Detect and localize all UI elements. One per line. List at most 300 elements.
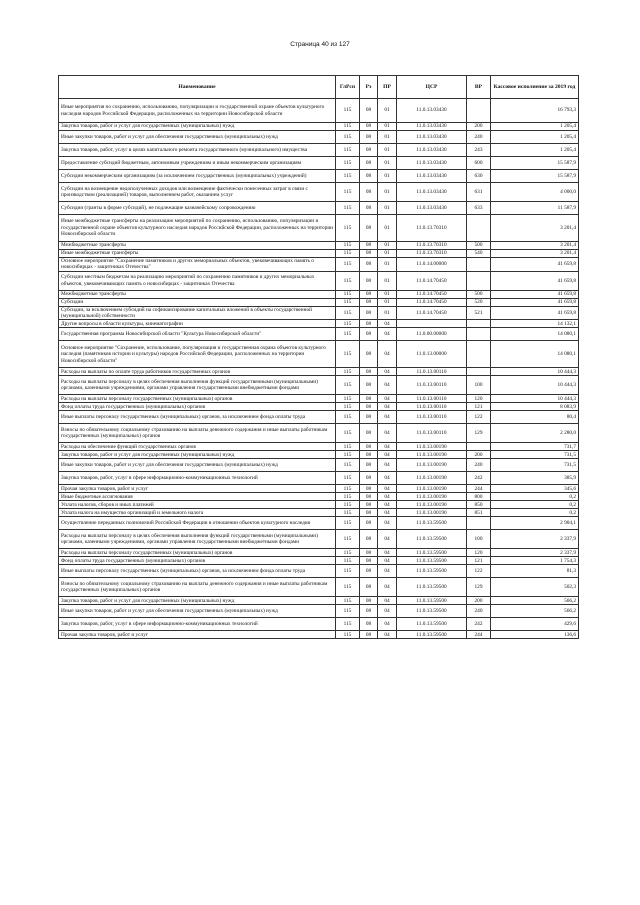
cell-grp: 115 — [336, 170, 360, 183]
table-row — [59, 472, 579, 485]
cell-csr: 11.0.13.59500 — [397, 605, 467, 618]
cell-name: Субсидии местным бюджетам на реализацию мероприятий по сохранению памятников и других мемориальных объектов, увековечивающих память о новосибирцах - защитниках Отечества — [59, 271, 336, 290]
cell-csr: 11.0.13.00190 — [397, 472, 467, 485]
cell-name: Межбюджетные трансферты — [59, 242, 336, 250]
cell-rz: 08 — [360, 306, 378, 320]
cell-vr — [467, 320, 491, 328]
table-row — [59, 403, 579, 411]
cell-pr: 04 — [378, 618, 397, 631]
table-row — [59, 565, 579, 578]
cell-grp: 115 — [336, 578, 360, 597]
cell-grp: 115 — [336, 459, 360, 472]
cell-sum: 41 659,8 — [491, 298, 579, 306]
cell-rz: 08 — [360, 298, 378, 306]
cell-csr: 11.0.14.70450 — [397, 290, 467, 298]
cell-pr: 04 — [378, 605, 397, 618]
cell-sum: 502,3 — [491, 578, 579, 597]
table-row — [59, 341, 579, 368]
table-row — [59, 597, 579, 605]
cell-sum: 385,9 — [491, 472, 579, 485]
cell-grp: 115 — [336, 290, 360, 298]
cell-vr: 800 — [467, 493, 491, 501]
cell-vr: 120 — [467, 395, 491, 403]
cell-pr: 04 — [378, 443, 397, 451]
cell-pr: 04 — [378, 557, 397, 565]
cell-sum: 2 337,9 — [491, 549, 579, 557]
cell-rz: 08 — [360, 368, 378, 376]
cell-csr: 11.0.13.59500 — [397, 618, 467, 631]
cell-pr: 01 — [378, 298, 397, 306]
cell-grp: 115 — [336, 202, 360, 215]
cell-sum: 566,2 — [491, 597, 579, 605]
table-row — [59, 459, 579, 472]
cell-csr: 11.0.13.70310 — [397, 215, 467, 242]
cell-grp: 115 — [336, 271, 360, 290]
cell-sum: 1 754,3 — [491, 557, 579, 565]
cell-csr: 11.0.13.03430 — [397, 99, 467, 123]
cell-rz: 08 — [360, 485, 378, 493]
cell-vr: 243 — [467, 144, 491, 157]
cell-vr: 540 — [467, 250, 491, 258]
cell-csr: 11.0.13.59500 — [397, 565, 467, 578]
table-row — [59, 501, 579, 509]
cell-csr: 11.0.13.59500 — [397, 530, 467, 549]
table-row — [59, 170, 579, 183]
cell-vr — [467, 517, 491, 530]
cell-name: Субсидии (гранты в форме субсидий), не подлежащие казначейскому сопровождению — [59, 202, 336, 215]
cell-name: Иные бюджетные ассигнования — [59, 493, 336, 501]
cell-csr: 11.0.13.00110 — [397, 424, 467, 443]
cell-name: Субсидии, за исключением субсидий на софинансирование капитальных вложений в объекты государственной (муниципальной) собственности — [59, 306, 336, 320]
cell-vr — [467, 258, 491, 272]
cell-rz: 08 — [360, 411, 378, 424]
cell-csr: 11.0.13.03430 — [397, 183, 467, 202]
cell-csr: 11.0.13.00110 — [397, 368, 467, 376]
table-row — [59, 443, 579, 451]
cell-rz: 08 — [360, 493, 378, 501]
cell-name: Иные закупки товаров, работ и услуг для обеспечения государственных (муниципальных) нужд — [59, 459, 336, 472]
cell-pr: 04 — [378, 403, 397, 411]
cell-grp: 115 — [336, 131, 360, 144]
cell-name: Закупка товаров, работ, услуг в сфере информационно-коммуникационных технологий — [59, 472, 336, 485]
cell-vr: 633 — [467, 202, 491, 215]
cell-sum: 731,7 — [491, 443, 579, 451]
cell-grp: 115 — [336, 258, 360, 272]
cell-vr: 520 — [467, 298, 491, 306]
cell-sum: 41 659,8 — [491, 290, 579, 298]
cell-vr — [467, 368, 491, 376]
cell-csr: 11.0.13.03430 — [397, 144, 467, 157]
table-row — [59, 144, 579, 157]
cell-rz: 08 — [360, 395, 378, 403]
cell-grp: 115 — [336, 501, 360, 509]
cell-grp: 115 — [336, 395, 360, 403]
cell-pr: 01 — [378, 242, 397, 250]
cell-name: Другие вопросы в области культуры, кинематографии — [59, 320, 336, 328]
cell-grp: 115 — [336, 605, 360, 618]
cell-grp: 115 — [336, 509, 360, 517]
cell-grp: 115 — [336, 557, 360, 565]
cell-sum: 10 444,3 — [491, 395, 579, 403]
cell-rz: 08 — [360, 565, 378, 578]
cell-pr: 04 — [378, 565, 397, 578]
cell-vr: 200 — [467, 123, 491, 131]
cell-name: Иные выплаты персоналу государственных (муниципальных) органов, за исключением фонда оплаты труда — [59, 411, 336, 424]
cell-pr: 01 — [378, 131, 397, 144]
cell-rz: 08 — [360, 578, 378, 597]
cell-vr: 600 — [467, 157, 491, 170]
cell-rz: 08 — [360, 258, 378, 272]
cell-sum: 80,4 — [491, 411, 579, 424]
cell-sum: 11 587,9 — [491, 202, 579, 215]
cell-sum: 0,2 — [491, 501, 579, 509]
cell-name: Предоставление субсидий бюджетным, автономным учреждениям и иным некоммерческим организациям — [59, 157, 336, 170]
cell-name: Государственная программа Новосибирской области "Культура Новосибирской области" — [59, 328, 336, 341]
cell-sum: 0,2 — [491, 509, 579, 517]
table-row — [59, 99, 579, 123]
cell-sum: 3 201,4 — [491, 242, 579, 250]
cell-vr: 500 — [467, 290, 491, 298]
cell-csr: 11.0.13.03430 — [397, 202, 467, 215]
cell-pr: 01 — [378, 258, 397, 272]
cell-csr: 11.0.13.00190 — [397, 501, 467, 509]
cell-pr: 04 — [378, 424, 397, 443]
cell-csr — [397, 320, 467, 328]
cell-rz: 08 — [360, 605, 378, 618]
cell-sum: 14 132,1 — [491, 320, 579, 328]
cell-rz: 08 — [360, 271, 378, 290]
cell-sum: 10 444,3 — [491, 368, 579, 376]
cell-csr: 11.0.13.00110 — [397, 403, 467, 411]
table-row — [59, 298, 579, 306]
header-name: Наименование — [59, 76, 336, 99]
cell-name: Закупка товаров, работ и услуг для государственных (муниципальных) нужд — [59, 123, 336, 131]
cell-sum: 731,5 — [491, 459, 579, 472]
table-row — [59, 250, 579, 258]
cell-sum: 731,5 — [491, 451, 579, 459]
cell-sum: 15 587,9 — [491, 157, 579, 170]
header-grp: ГлРсп — [336, 76, 360, 99]
table-row — [59, 631, 579, 639]
table-row — [59, 493, 579, 501]
cell-rz: 08 — [360, 424, 378, 443]
cell-vr: 240 — [467, 459, 491, 472]
cell-name: Основное мероприятие "Сохранение памятников и других мемориальных объектов, увековечивающих память о новосибирцах - защитниках Отечества" — [59, 258, 336, 272]
table-row — [59, 605, 579, 618]
cell-pr: 04 — [378, 578, 397, 597]
cell-grp: 115 — [336, 298, 360, 306]
cell-vr — [467, 328, 491, 341]
cell-csr: 11.0.13.59500 — [397, 517, 467, 530]
cell-name: Иные закупки товаров, работ и услуг для обеспечения государственных (муниципальных) нужд — [59, 131, 336, 144]
table-row — [59, 618, 579, 631]
cell-vr — [467, 271, 491, 290]
cell-vr: 100 — [467, 530, 491, 549]
cell-rz: 08 — [360, 170, 378, 183]
cell-csr: 11.0.13.00110 — [397, 376, 467, 395]
cell-vr: 851 — [467, 509, 491, 517]
cell-rz: 08 — [360, 341, 378, 368]
cell-rz: 08 — [360, 451, 378, 459]
cell-rz: 08 — [360, 443, 378, 451]
cell-rz: 08 — [360, 403, 378, 411]
cell-grp: 115 — [336, 549, 360, 557]
cell-vr — [467, 99, 491, 123]
table-row — [59, 530, 579, 549]
cell-csr: 11.0.14.70450 — [397, 298, 467, 306]
cell-grp: 115 — [336, 493, 360, 501]
cell-grp: 115 — [336, 242, 360, 250]
table-row — [59, 578, 579, 597]
cell-vr: 121 — [467, 557, 491, 565]
header-row — [59, 76, 579, 99]
cell-rz: 08 — [360, 144, 378, 157]
cell-pr: 01 — [378, 215, 397, 242]
cell-vr: 122 — [467, 565, 491, 578]
cell-name: Иные межбюджетные трансферты — [59, 250, 336, 258]
cell-vr: 200 — [467, 451, 491, 459]
cell-pr: 01 — [378, 123, 397, 131]
cell-pr: 01 — [378, 144, 397, 157]
cell-sum: 41 659,8 — [491, 271, 579, 290]
cell-vr: 630 — [467, 170, 491, 183]
cell-pr: 04 — [378, 368, 397, 376]
budget-table — [58, 75, 579, 639]
cell-sum: 2 337,9 — [491, 530, 579, 549]
cell-vr: 521 — [467, 306, 491, 320]
header-rz: Рз — [360, 76, 378, 99]
cell-csr: 11.0.13.59500 — [397, 557, 467, 565]
cell-rz: 08 — [360, 328, 378, 341]
cell-csr: 11.0.13.00190 — [397, 509, 467, 517]
table-row — [59, 320, 579, 328]
cell-rz: 08 — [360, 517, 378, 530]
cell-rz: 08 — [360, 215, 378, 242]
cell-pr: 04 — [378, 597, 397, 605]
cell-name: Фонд оплаты труда государственных (муниципальных) органов — [59, 557, 336, 565]
cell-name: Закупка товаров, работ, услуг в сфере информационно-коммуникационных технологий — [59, 618, 336, 631]
cell-grp: 115 — [336, 328, 360, 341]
cell-vr: 129 — [467, 578, 491, 597]
cell-vr: 200 — [467, 597, 491, 605]
cell-pr: 01 — [378, 170, 397, 183]
cell-name: Взносы по обязательному социальному страхованию на выплаты денежного содержания и иные выплаты работникам государственных (муниципальных) органов — [59, 578, 336, 597]
header-sum: Кассовое исполнение за 2019 год — [491, 76, 579, 99]
cell-pr: 01 — [378, 306, 397, 320]
cell-sum: 15 587,9 — [491, 170, 579, 183]
cell-name: Иные закупки товаров, работ и услуг для обеспечения государственных (муниципальных) нужд — [59, 605, 336, 618]
cell-sum: 1 205,4 — [491, 131, 579, 144]
cell-pr: 01 — [378, 157, 397, 170]
cell-name: Расходы на выплаты персоналу государственных (муниципальных) органов — [59, 395, 336, 403]
cell-csr: 11.0.13.00190 — [397, 459, 467, 472]
cell-rz: 08 — [360, 597, 378, 605]
cell-sum: 3 201,4 — [491, 250, 579, 258]
cell-grp: 115 — [336, 411, 360, 424]
header-vr: ВР — [467, 76, 491, 99]
cell-vr — [467, 443, 491, 451]
cell-pr: 04 — [378, 530, 397, 549]
table-row — [59, 509, 579, 517]
cell-rz: 08 — [360, 320, 378, 328]
table-row — [59, 395, 579, 403]
cell-csr: 11.0.13.03430 — [397, 170, 467, 183]
cell-vr: 121 — [467, 403, 491, 411]
cell-name: Иные мероприятия по сохранению, использованию, популяризации и государственной охране объектов культурного наследия народов Российской Федерации, расположенных на территории Новосибирской области — [59, 99, 336, 123]
cell-pr: 04 — [378, 376, 397, 395]
cell-csr: 11.0.13.00110 — [397, 411, 467, 424]
table-row — [59, 183, 579, 202]
cell-rz: 08 — [360, 157, 378, 170]
cell-grp: 115 — [336, 157, 360, 170]
cell-grp: 115 — [336, 597, 360, 605]
cell-grp: 115 — [336, 306, 360, 320]
cell-name: Расходы на выплаты персоналу государственных (муниципальных) органов — [59, 549, 336, 557]
cell-pr: 04 — [378, 411, 397, 424]
cell-name: Субсидии некоммерческим организациям (за исключением государственных (муниципальных) учреждений) — [59, 170, 336, 183]
table-row — [59, 215, 579, 242]
cell-rz: 08 — [360, 631, 378, 639]
table-row — [59, 202, 579, 215]
cell-pr: 01 — [378, 183, 397, 202]
table-row — [59, 517, 579, 530]
table-row — [59, 157, 579, 170]
cell-rz: 08 — [360, 131, 378, 144]
cell-sum: 14 080,1 — [491, 341, 579, 368]
table-row — [59, 549, 579, 557]
cell-csr: 11.0.13.00110 — [397, 395, 467, 403]
cell-csr: 11.0.13.00000 — [397, 341, 467, 368]
cell-grp: 115 — [336, 451, 360, 459]
cell-sum: 3 201,4 — [491, 215, 579, 242]
cell-rz: 08 — [360, 549, 378, 557]
cell-csr: 11.0.13.00190 — [397, 485, 467, 493]
cell-csr: 11.0.13.70310 — [397, 250, 467, 258]
cell-sum: 41 659,8 — [491, 306, 579, 320]
cell-sum: 1 205,4 — [491, 144, 579, 157]
cell-sum: 81,3 — [491, 565, 579, 578]
table-header — [59, 76, 579, 99]
table-row — [59, 557, 579, 565]
cell-csr: 11.0.00.00000 — [397, 328, 467, 341]
cell-rz: 08 — [360, 509, 378, 517]
cell-grp: 115 — [336, 631, 360, 639]
header-pr: ПР — [378, 76, 397, 99]
cell-vr: 120 — [467, 549, 491, 557]
cell-grp: 115 — [336, 565, 360, 578]
cell-csr: 11.0.14.70450 — [397, 271, 467, 290]
cell-pr: 04 — [378, 472, 397, 485]
cell-csr: 11.0.13.59500 — [397, 549, 467, 557]
cell-sum: 16 793,3 — [491, 99, 579, 123]
cell-sum: 14 080,1 — [491, 328, 579, 341]
cell-name: Прочая закупка товаров, работ и услуг — [59, 631, 336, 639]
cell-grp: 115 — [336, 341, 360, 368]
cell-grp: 115 — [336, 424, 360, 443]
table-row — [59, 451, 579, 459]
cell-rz: 08 — [360, 242, 378, 250]
cell-pr: 01 — [378, 99, 397, 123]
cell-rz: 08 — [360, 501, 378, 509]
cell-name: Расходы на обеспечение функций государственных органов — [59, 443, 336, 451]
cell-name: Основное мероприятие "Сохранение, использование, популяризация и государственная охрана объектов культурного наследия (памятников истории и культуры) народов Российской Федерации, расположенных на территории Новосибирской области" — [59, 341, 336, 368]
table-row — [59, 376, 579, 395]
cell-name: Закупка товаров, работ и услуг для государственных (муниципальных) нужд — [59, 451, 336, 459]
table-row — [59, 290, 579, 298]
cell-name: Закупка товаров, работ и услуг для государственных (муниципальных) нужд — [59, 597, 336, 605]
cell-rz: 08 — [360, 530, 378, 549]
cell-name: Межбюджетные трансферты — [59, 290, 336, 298]
cell-name: Расходы на выплаты по оплате труда работников государственных органов — [59, 368, 336, 376]
cell-grp: 115 — [336, 99, 360, 123]
cell-pr: 01 — [378, 202, 397, 215]
cell-pr: 04 — [378, 493, 397, 501]
cell-sum: 8 083,9 — [491, 403, 579, 411]
table-row — [59, 424, 579, 443]
table-row — [59, 271, 579, 290]
cell-rz: 08 — [360, 250, 378, 258]
cell-grp: 115 — [336, 368, 360, 376]
table-row — [59, 328, 579, 341]
cell-vr: 240 — [467, 605, 491, 618]
cell-rz: 08 — [360, 557, 378, 565]
cell-name: Уплата налога на имущество организаций и земельного налога — [59, 509, 336, 517]
cell-vr: 500 — [467, 242, 491, 250]
table-row — [59, 306, 579, 320]
cell-csr: 11.0.13.59500 — [397, 578, 467, 597]
cell-rz: 08 — [360, 459, 378, 472]
cell-grp: 115 — [336, 443, 360, 451]
cell-sum: 1 205,4 — [491, 123, 579, 131]
cell-csr: 11.0.13.59500 — [397, 597, 467, 605]
cell-rz: 08 — [360, 618, 378, 631]
cell-name: Взносы по обязательному социальному страхованию на выплаты денежного содержания и иные выплаты работникам государственных (муниципальных) органов — [59, 424, 336, 443]
cell-pr: 04 — [378, 631, 397, 639]
cell-vr: 244 — [467, 631, 491, 639]
cell-sum: 429,6 — [491, 618, 579, 631]
cell-sum: 10 444,3 — [491, 376, 579, 395]
cell-pr: 04 — [378, 451, 397, 459]
cell-vr: 100 — [467, 376, 491, 395]
cell-pr: 01 — [378, 250, 397, 258]
header-csr: ЦСР — [397, 76, 467, 99]
cell-rz: 08 — [360, 376, 378, 395]
cell-rz: 08 — [360, 99, 378, 123]
cell-name: Субсидии — [59, 298, 336, 306]
cell-grp: 115 — [336, 472, 360, 485]
cell-grp: 115 — [336, 183, 360, 202]
cell-pr: 04 — [378, 395, 397, 403]
table-row — [59, 242, 579, 250]
cell-csr: 11.0.14.00000 — [397, 258, 467, 272]
cell-vr: 242 — [467, 472, 491, 485]
cell-pr: 04 — [378, 341, 397, 368]
cell-name: Расходы на выплаты персоналу в целях обеспечения выполнения функций государственными (муниципальными) органами, казенными учреждениями, органами управления государственными внебюджетными фондами — [59, 530, 336, 549]
table-row — [59, 123, 579, 131]
cell-grp: 115 — [336, 123, 360, 131]
cell-csr: 11.0.13.59500 — [397, 631, 467, 639]
cell-pr: 04 — [378, 501, 397, 509]
cell-grp: 115 — [336, 618, 360, 631]
table-row — [59, 131, 579, 144]
cell-grp: 115 — [336, 530, 360, 549]
cell-csr: 11.0.13.00190 — [397, 451, 467, 459]
cell-vr: 244 — [467, 485, 491, 493]
table-row — [59, 485, 579, 493]
cell-name: Осуществление переданных полномочий Российской Федерации в отношении объектов культурного наследия — [59, 517, 336, 530]
cell-grp: 115 — [336, 403, 360, 411]
cell-name: Прочая закупка товаров, работ и услуг — [59, 485, 336, 493]
